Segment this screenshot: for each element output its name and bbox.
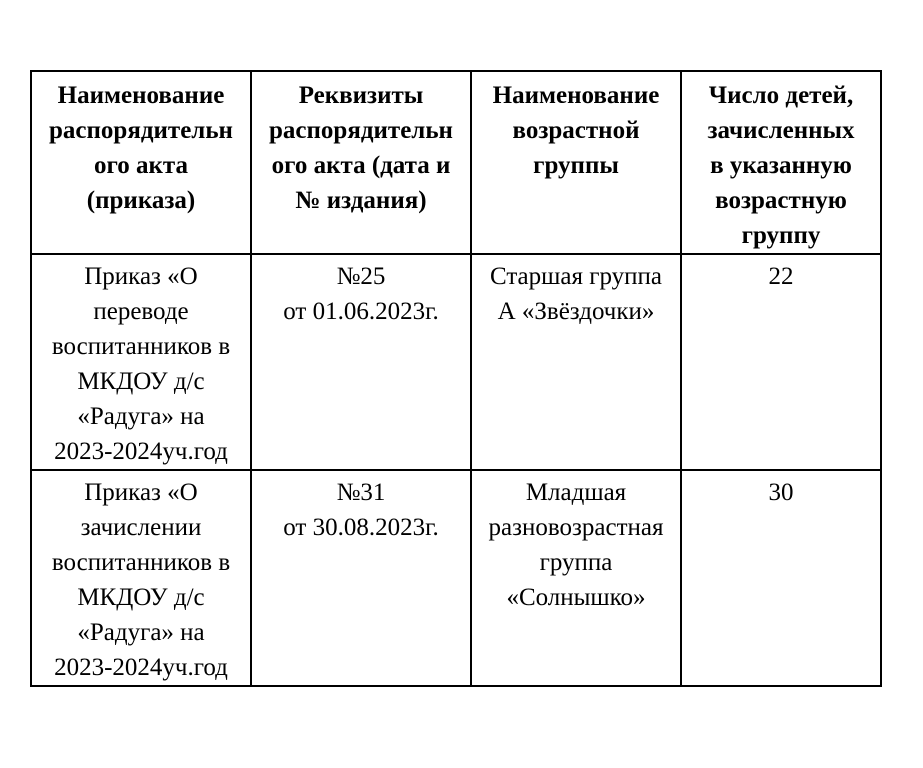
table-row: [31, 470, 881, 686]
enrollment-table: [30, 70, 882, 687]
cell-act-details: №25 от 01.06.2023г.: [251, 254, 471, 470]
cell-children-count: 30: [681, 470, 881, 686]
cell-group-name: Младшая разновозрастная группа «Солнышко»: [471, 470, 681, 686]
cell-act-name: Приказ «О зачислении воспитанников в МКДОУ д/с «Радуга» на 2023-2024уч.год: [31, 470, 251, 686]
header-act-details: Реквизиты распорядительн ого акта (дата и № издания): [251, 71, 471, 254]
cell-group-name: Старшая группа А «Звёздочки»: [471, 254, 681, 470]
table-row: [31, 254, 881, 470]
cell-children-count: 22: [681, 254, 881, 470]
header-group-name: Наименование возрастной группы: [471, 71, 681, 254]
header-act-name: Наименование распорядительн ого акта (приказа): [31, 71, 251, 254]
table-header-row: [31, 71, 881, 254]
cell-act-details: №31 от 30.08.2023г.: [251, 470, 471, 686]
cell-act-name: Приказ «О переводе воспитанников в МКДОУ д/с «Радуга» на 2023-2024уч.год: [31, 254, 251, 470]
header-children-count: Число детей, зачисленных в указанную возрастную группу: [681, 71, 881, 254]
